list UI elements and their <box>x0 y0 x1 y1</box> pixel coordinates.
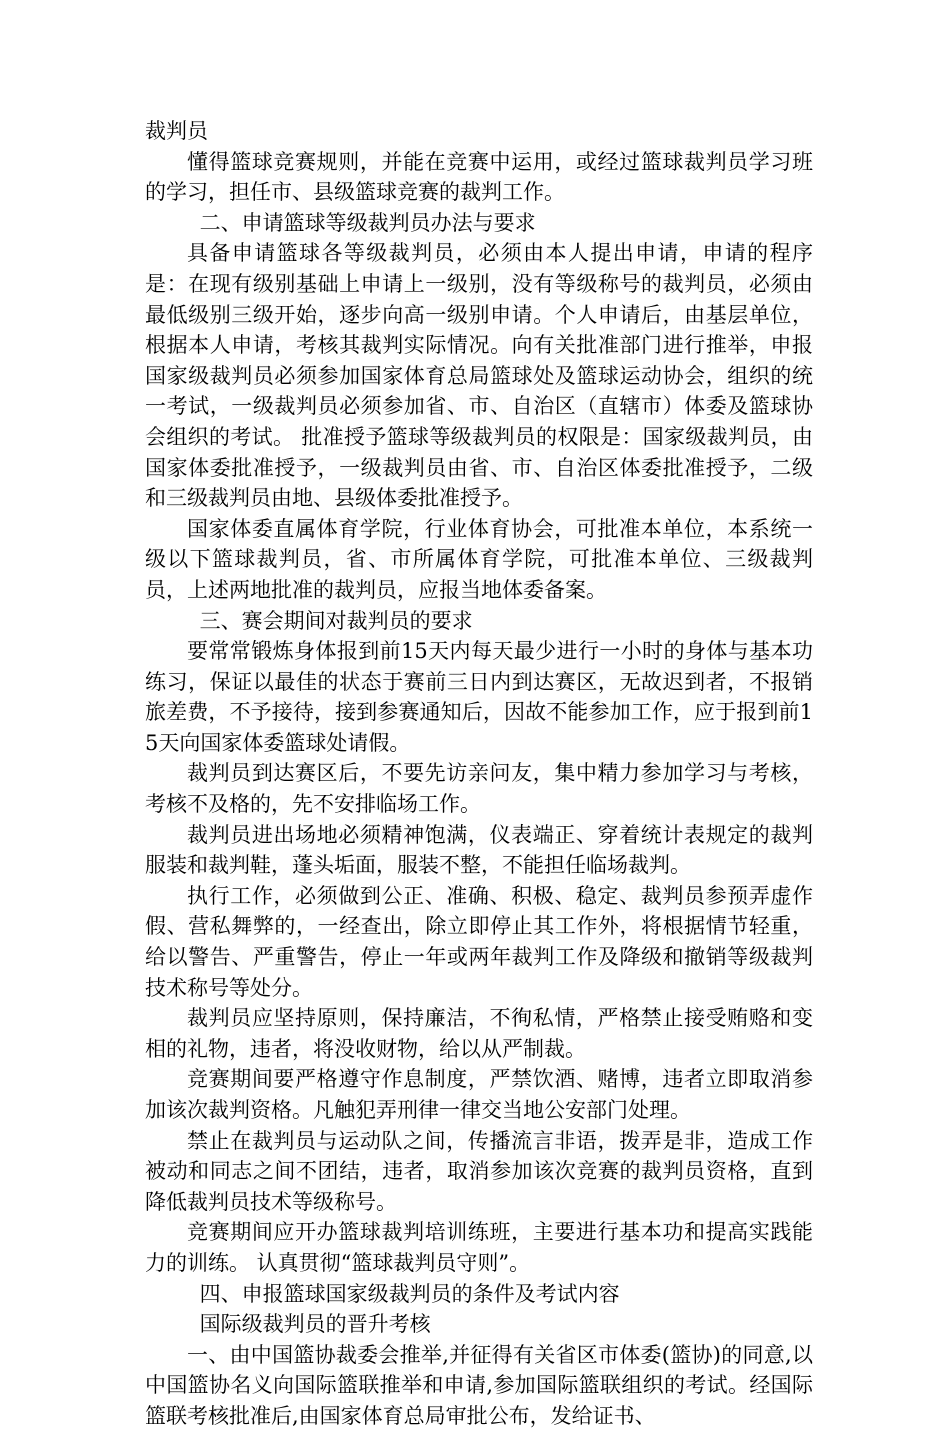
paragraph: 懂得篮球竞赛规则，并能在竞赛中运用，或经过篮球裁判员学习班的学习，担任市、县级篮球竞赛的裁判工作。 <box>145 149 813 205</box>
paragraph: 裁判员到达赛区后，不要先访亲问友，集中精力参加学习与考核，考核不及格的，先不安排临场工作。 <box>145 761 813 817</box>
paragraph: 裁判员应坚持原则，保持廉洁，不徇私情，严格禁止接受贿赂和变相的礼物，违者，将没收财物，给以从严制裁。 <box>145 1006 813 1061</box>
paragraph: 竞赛期间应开办篮球裁判培训练班，主要进行基本功和提高实践能力的训练。 认真贯彻“篮球裁判员守则”。 <box>145 1220 813 1275</box>
paragraph: 具备申请篮球各等级裁判员，必须由本人提出申请，申请的程序是：在现有级别基础上申请上一级别，没有等级称号的裁判员，必须由最低级别三级开始，逐步向高一级别申请。个人申请后，由基层单位，根据本人申请，考核其裁判实际情况。向有关批准部门进行推举，申报国家级裁判员必须参加国家体育总局篮球处及篮球运动协会，组织的统一考试，一级裁判员必须参加省、市、自治区（直辖市）体委及篮球协会组织的考试。 批准授予篮球等级裁判员的权限是：国家级裁判员，由国家体委批准授予，一级裁判员由省、市、自治区体委批准授予，二级和三级裁判员由地、县级体委批准授予。 <box>145 241 813 511</box>
paragraph: 执行工作，必须做到公正、准确、积极、稳定、裁判员参预弄虚作假、营私舞弊的，一经查出，除立即停止其工作外，将根据情节轻重，给以警告、严重警告，停止一年或两年裁判工作及降级和撤销等级裁判技术称号等处分。 <box>145 883 813 1000</box>
document-page <box>145 116 813 1432</box>
continuation-heading: 裁判员 <box>145 119 208 143</box>
section-heading: 四、申报篮球国家级裁判员的条件及考试内容 <box>199 1281 620 1306</box>
paragraph: 裁判员进出场地必须精神饱满，仪表端正、穿着统计表规定的裁判服装和裁判鞋，蓬头垢面，服装不整，不能担任临场裁判。 <box>145 822 813 878</box>
paragraph: 国家体委直属体育学院，行业体育协会，可批准本单位，本系统一级以下篮球裁判员，省、市所属体育学院，可批准本单位、三级裁判员，上述两地批准的裁判员，应报当地体委备案。 <box>145 516 813 602</box>
paragraph: 一、由中国篮协裁委会推举,并征得有关省区市体委(篮协)的同意,以中国篮协名义向国际篮联推举和申请,参加国际篮联组织的考试。经国际篮联考核批准后,由国家体育总局审批公布，发给证书、 <box>145 1342 813 1428</box>
sub-heading: 国际级裁判员的晋升考核 <box>199 1312 431 1337</box>
paragraph: 要常常锻炼身体报到前15天内每天最少进行一小时的身体与基本功练习，保证以最佳的状态于赛前三日内到达赛区，无故迟到者，不报销旅差费，不予接待，接到参赛通知后，因故不能参加工作，应于报到前15天向国家体委篮球处请假。 <box>145 639 813 755</box>
section-heading: 三、赛会期间对裁判员的要求 <box>199 608 473 633</box>
paragraph: 禁止在裁判员与运动队之间，传播流言非语，拨弄是非，造成工作被动和同志之间不团结，违者，取消参加该次竞赛的裁判员资格，直到降低裁判员技术等级称号。 <box>145 1128 813 1214</box>
section-heading: 二、申请篮球等级裁判员办法与要求 <box>199 210 536 235</box>
paragraph: 竞赛期间要严格遵守作息制度，严禁饮酒、赌博，违者立即取消参加该次裁判资格。凡触犯弄刑律一律交当地公安部门处理。 <box>145 1067 813 1122</box>
